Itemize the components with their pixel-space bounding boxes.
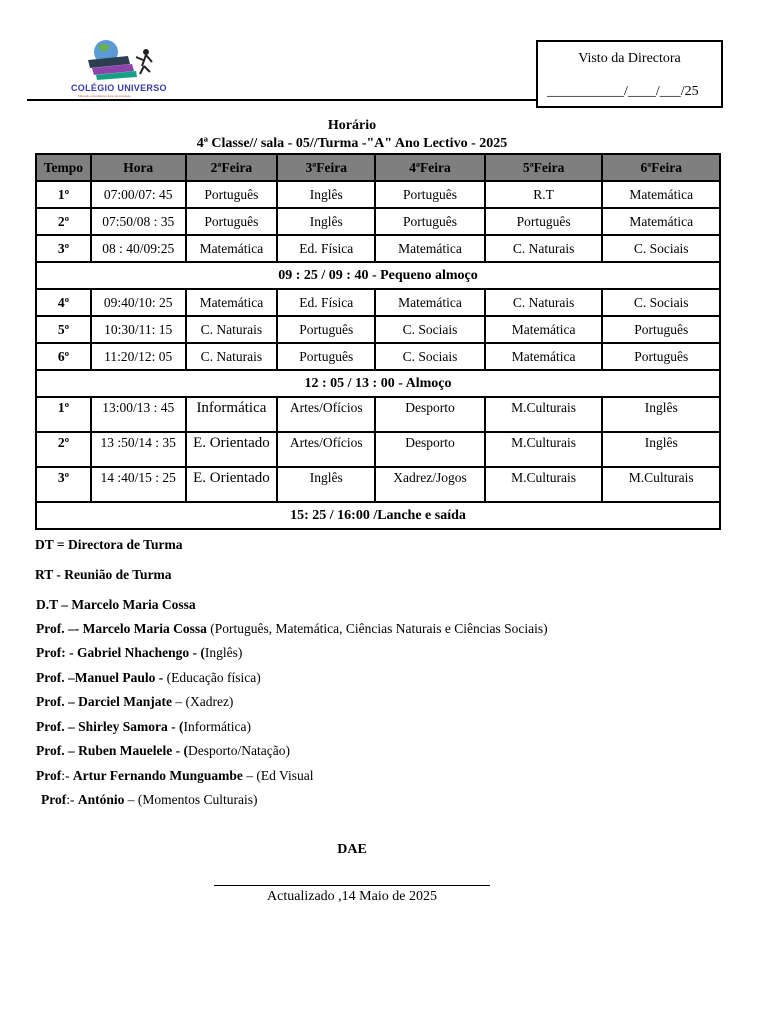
subject-cell: Inglês xyxy=(277,208,375,235)
subject-cell: Português xyxy=(186,208,278,235)
break-row xyxy=(36,502,720,529)
subject-cell: Desporto xyxy=(375,432,485,467)
subject-cell: Português xyxy=(375,181,485,208)
time-cell: 10:30/11: 15 xyxy=(91,316,186,343)
tempo-cell: 3º xyxy=(36,235,91,262)
tempo-cell: 2º xyxy=(36,208,91,235)
teacher-subject: – (Xadrez) xyxy=(171,694,234,709)
approval-title: Visto da Directora xyxy=(578,51,681,66)
time-cell: 07:00/07: 45 xyxy=(91,181,186,208)
teacher-name: Prof. – Darciel Manjate xyxy=(36,694,172,709)
teacher-name: Prof. – Shirley Samora - ( xyxy=(36,719,184,734)
teacher-subject: (Educação física) xyxy=(166,670,261,685)
subject-cell: Português xyxy=(277,316,375,343)
subject-cell: Matemática xyxy=(485,343,603,370)
subject-cell: C. Sociais xyxy=(602,235,720,262)
signature-line xyxy=(214,885,490,886)
subject-cell: Informática xyxy=(186,397,278,432)
subject-cell: C. Naturais xyxy=(485,289,603,316)
teacher-subject: Inglês) xyxy=(204,645,243,660)
subject-cell: Inglês xyxy=(277,181,375,208)
teacher-line xyxy=(36,719,251,735)
tempo-cell: 1º xyxy=(36,181,91,208)
subject-cell: R.T xyxy=(485,181,603,208)
break-exit: 15: 25 / 16:00 /Lanche e saída xyxy=(36,502,720,529)
subject-cell: C. Sociais xyxy=(375,343,485,370)
header-hora: Hora xyxy=(91,154,186,181)
subject-cell: Artes/Ofícios xyxy=(277,432,375,467)
teacher-subject: Desporto/Natação) xyxy=(187,743,290,758)
break-row xyxy=(36,370,720,397)
subject-cell: Matemática xyxy=(375,289,485,316)
tempo-cell: 4º xyxy=(36,289,91,316)
teacher-line xyxy=(36,694,233,710)
teacher-prefix: Prof xyxy=(41,792,67,807)
teacher-separator: :- xyxy=(61,768,73,783)
subject-cell: C. Naturais xyxy=(186,316,278,343)
header-sexta: 6ªFeira xyxy=(602,154,720,181)
school-logo-graphic xyxy=(66,38,176,84)
school-logo xyxy=(66,38,176,100)
table-row xyxy=(36,235,720,262)
time-cell: 08 : 40/09:25 xyxy=(91,235,186,262)
subject-cell: Português xyxy=(277,343,375,370)
teacher-line xyxy=(36,743,290,759)
teacher-name: Artur Fernando Munguambe xyxy=(72,768,243,783)
tempo-cell: 6º xyxy=(36,343,91,370)
approval-box xyxy=(536,40,723,108)
table-row xyxy=(36,289,720,316)
subject-cell: Português xyxy=(602,343,720,370)
break-row xyxy=(36,262,720,289)
subject-cell: Matemática xyxy=(485,316,603,343)
approval-date-line: ___________/____/___/25 xyxy=(547,84,699,99)
tempo-cell: 5º xyxy=(36,316,91,343)
subject-cell: Português xyxy=(186,181,278,208)
subject-cell: Inglês xyxy=(602,432,720,467)
teacher-line xyxy=(36,645,242,661)
subject-cell: Ed. Física xyxy=(277,289,375,316)
updated-date: Actualizado ,14 Maio de 2025 xyxy=(267,889,437,904)
time-cell: 14 :40/15 : 25 xyxy=(91,467,186,502)
header-segunda: 2ªFeira xyxy=(186,154,278,181)
teacher-line xyxy=(36,670,261,686)
table-row xyxy=(36,467,720,502)
teacher-subject: Informática) xyxy=(183,719,251,734)
teacher-name: Prof: - Gabriel Nhachengo - ( xyxy=(36,645,205,660)
teacher-subject: – (Ed Visual xyxy=(242,768,314,783)
subject-cell: Matemática xyxy=(602,181,720,208)
subject-cell: Matemática xyxy=(186,289,278,316)
school-name: COLÉGIO UNIVERSO xyxy=(71,83,167,93)
subject-cell: Português xyxy=(375,208,485,235)
subject-cell: Português xyxy=(602,316,720,343)
table-row xyxy=(36,181,720,208)
table-header-row xyxy=(36,154,720,181)
time-cell: 07:50/08 : 35 xyxy=(91,208,186,235)
header-tempo: Tempo xyxy=(36,154,91,181)
subject-cell: Desporto xyxy=(375,397,485,432)
break-snack: 09 : 25 / 09 : 40 - Pequeno almoço xyxy=(36,262,720,289)
table-row xyxy=(36,343,720,370)
header-quarta: 4ªFeira xyxy=(375,154,485,181)
tempo-cell: 2º xyxy=(36,432,91,467)
tempo-cell: 3º xyxy=(36,467,91,502)
subject-cell: E. Orientado xyxy=(186,432,278,467)
time-cell: 13:00/13 : 45 xyxy=(91,397,186,432)
table-row xyxy=(36,316,720,343)
time-cell: 09:40/10: 25 xyxy=(91,289,186,316)
dae-label: DAE xyxy=(337,842,367,857)
subject-cell: C. Sociais xyxy=(375,316,485,343)
header-quinta: 5ªFeira xyxy=(485,154,603,181)
subject-cell: Artes/Ofícios xyxy=(277,397,375,432)
teacher-name: Prof. – Ruben Mauelele - ( xyxy=(36,743,188,758)
table-row xyxy=(36,397,720,432)
subject-cell: Matemática xyxy=(602,208,720,235)
teacher-line xyxy=(36,621,548,637)
subject-cell: Matemática xyxy=(375,235,485,262)
table-row xyxy=(36,432,720,467)
teacher-name: António xyxy=(77,792,125,807)
subject-cell: Inglês xyxy=(602,397,720,432)
subject-cell: Inglês xyxy=(277,467,375,502)
schedule-title: Horário xyxy=(327,118,377,133)
teacher-subject: (Português, Matemática, Ciências Naturais e Ciências Sociais) xyxy=(206,621,548,636)
subject-cell: M.Culturais xyxy=(485,432,603,467)
subject-cell: C. Sociais xyxy=(602,289,720,316)
header-rule xyxy=(27,99,537,101)
note-rt: RT - Reunião de Turma xyxy=(35,567,172,582)
subject-cell: C. Naturais xyxy=(485,235,603,262)
time-cell: 11:20/12: 05 xyxy=(91,343,186,370)
teacher-name: Prof. –- Marcelo Maria Cossa xyxy=(36,621,207,636)
tempo-cell: 1º xyxy=(36,397,91,432)
teacher-subject: – (Momentos Culturais) xyxy=(124,792,258,807)
time-cell: 13 :50/14 : 35 xyxy=(91,432,186,467)
subject-cell: M.Culturais xyxy=(602,467,720,502)
header-terca: 3ªFeira xyxy=(277,154,375,181)
subject-cell: Português xyxy=(485,208,603,235)
teacher-separator: :- xyxy=(66,792,78,807)
subject-cell: Matemática xyxy=(186,235,278,262)
school-tagline: Educação e excelência a favor da sociedade xyxy=(78,94,131,98)
teacher-line xyxy=(41,792,258,808)
table-row xyxy=(36,208,720,235)
break-lunch: 12 : 05 / 13 : 00 - Almoço xyxy=(36,370,720,397)
subject-cell: Xadrez/Jogos xyxy=(375,467,485,502)
subject-cell: C. Naturais xyxy=(186,343,278,370)
teacher-prefix: Prof xyxy=(36,768,62,783)
schedule-table xyxy=(35,153,721,530)
subject-cell: Ed. Física xyxy=(277,235,375,262)
note-dt-name: D.T – Marcelo Maria Cossa xyxy=(36,597,196,612)
subject-cell: E. Orientado xyxy=(186,467,278,502)
subject-cell: M.Culturais xyxy=(485,467,603,502)
teacher-name: Prof. –Manuel Paulo - xyxy=(36,670,167,685)
schedule-subtitle: 4ª Classe// sala - 05//Turma -"A" Ano Lectivo - 2025 xyxy=(196,136,508,151)
note-dt: DT = Directora de Turma xyxy=(35,537,183,552)
teacher-line xyxy=(36,768,313,784)
subject-cell: M.Culturais xyxy=(485,397,603,432)
